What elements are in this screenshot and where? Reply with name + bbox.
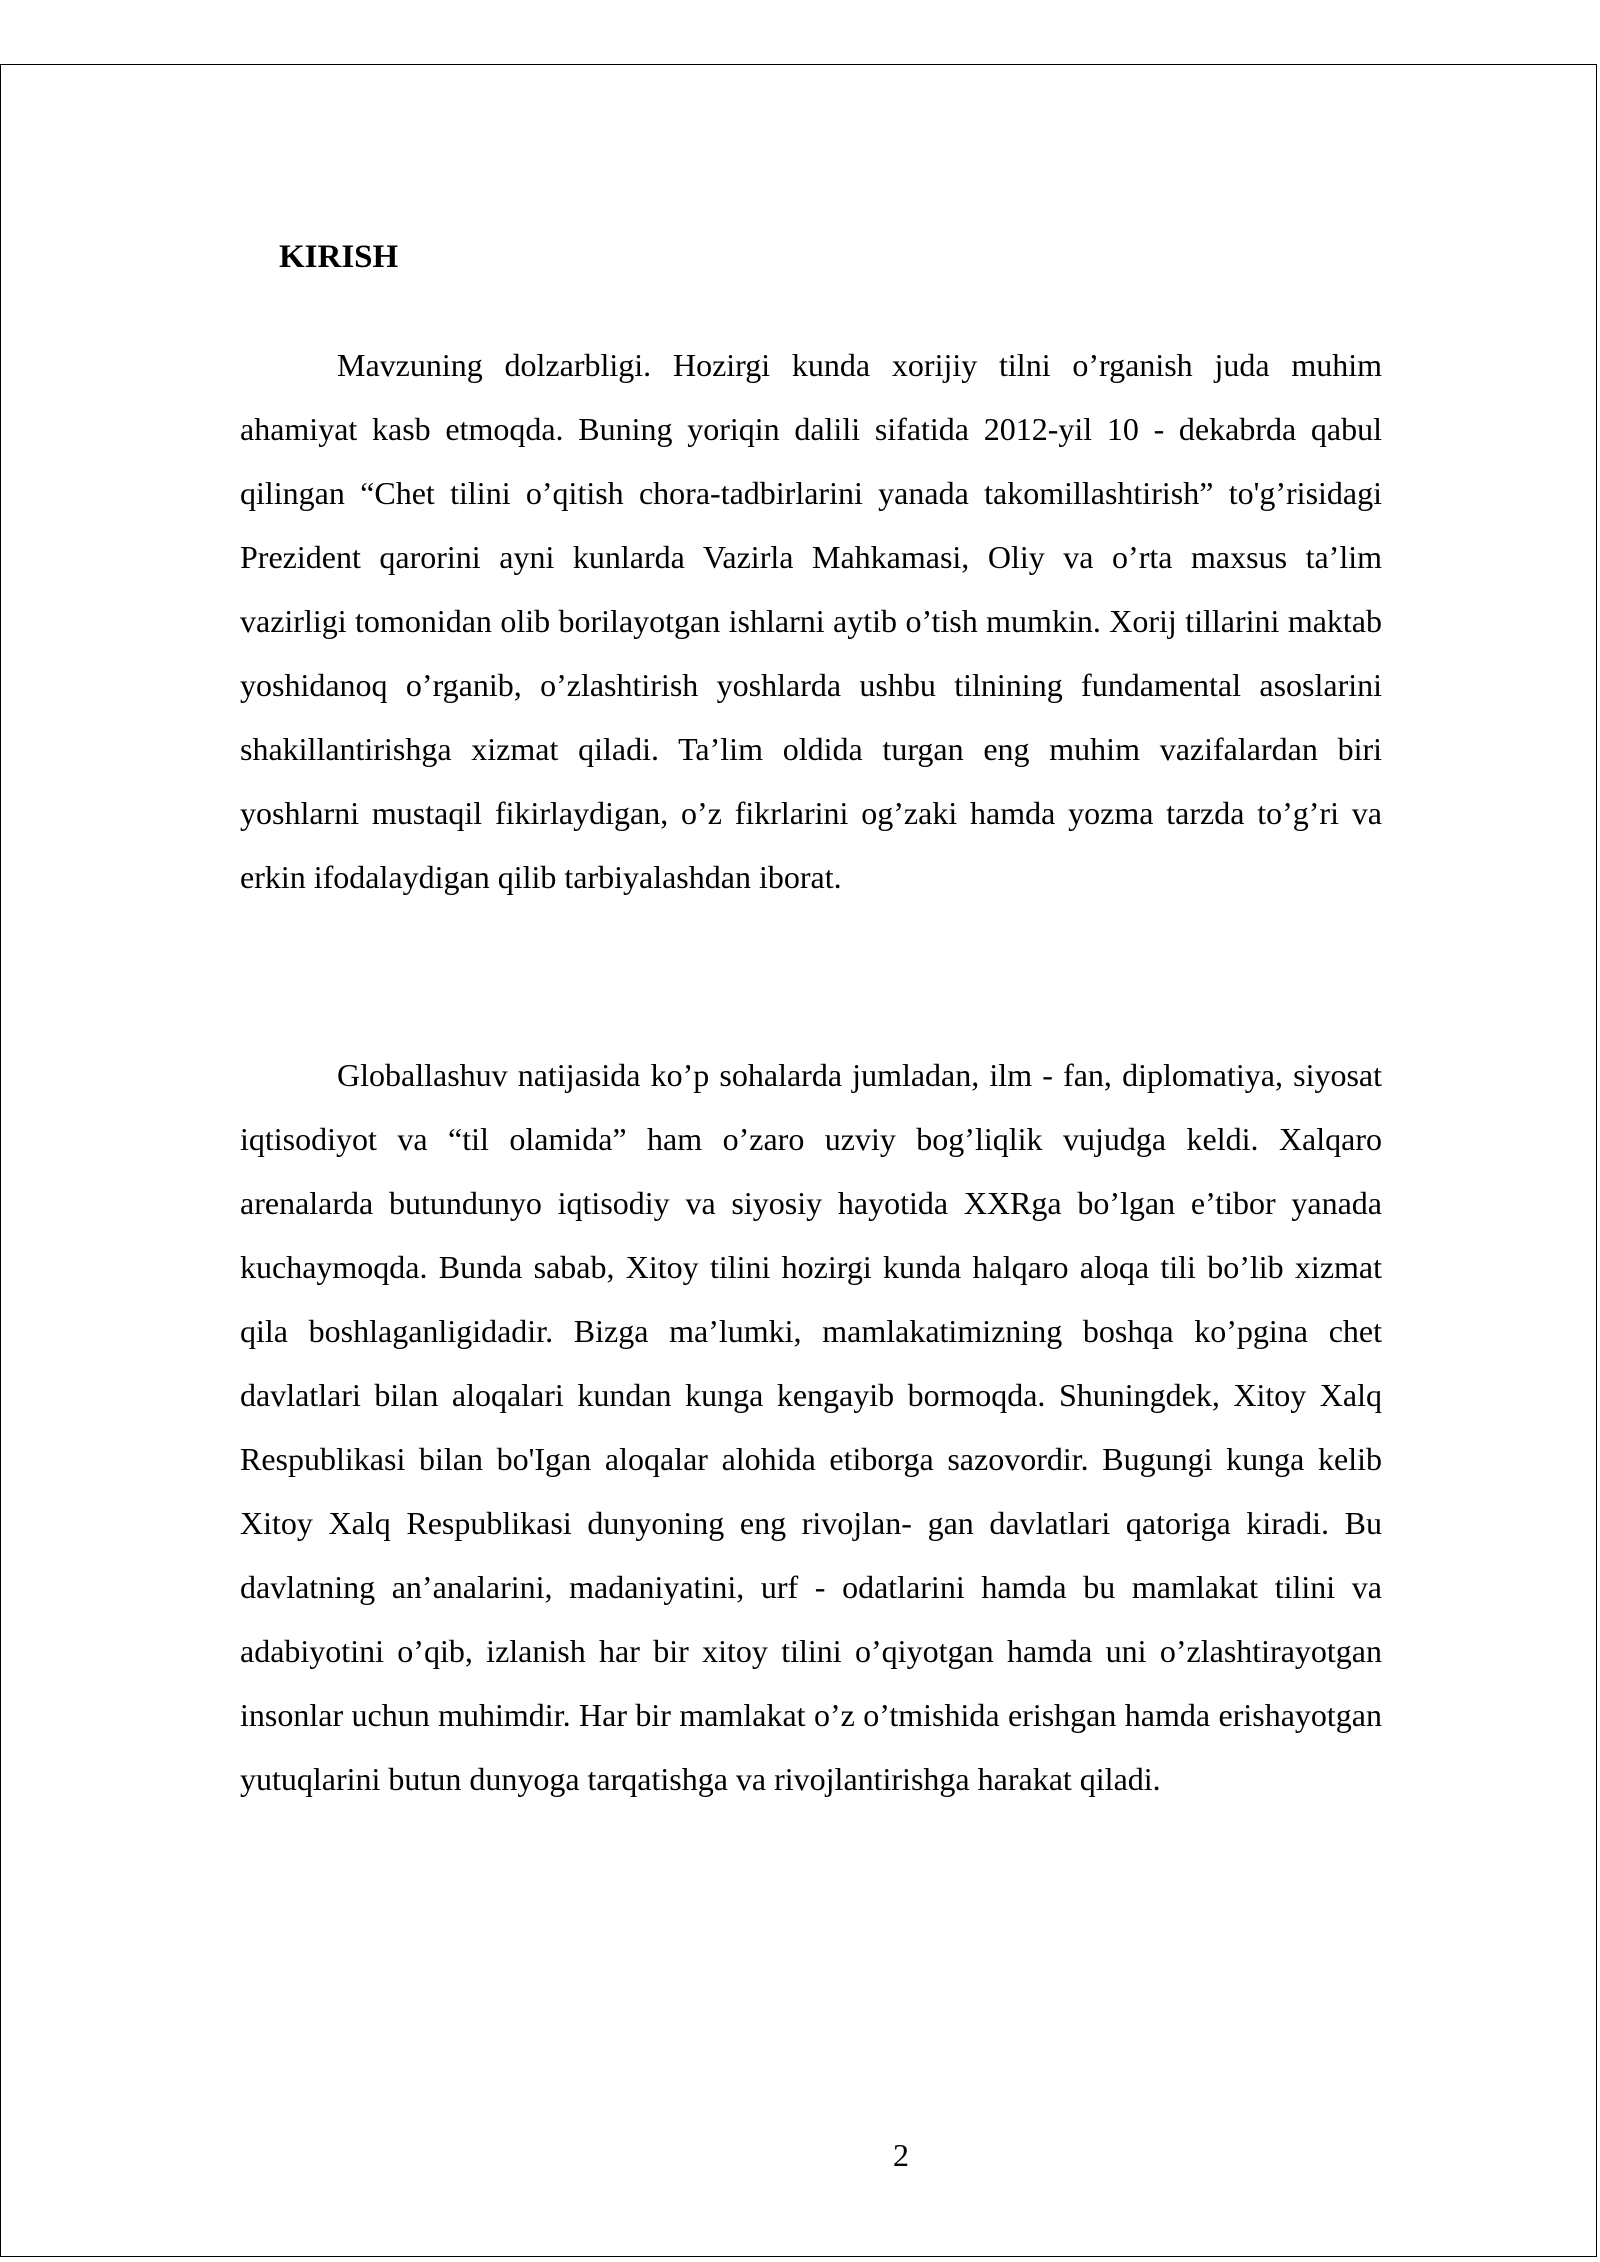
paragraph-topic-relevance: Mavzuning dolzarbligi. Hozirgi kunda xorijiy tilni o’rganish juda muhim ahamiyat kasb etmoqda. Buning yoriqin dalili sifatida 2012-yil 10 - dekabrda qabul qilingan “Chet tilini o’qitish chora-tadbirlarini yanada takomillashtirish” to'g’risidagi Prezident qarorini ayni kunlarda Vazirla Mahkamasi, Oliy va o’rta maxsus ta’lim vazirligi tomonidan olib borilayotgan ishlarni aytib o’tish mumkin. Xorij tillarini maktab yoshidanoq o’rganib, o’zlashtirish yoshlarda ushbu tilnining fundamental asoslarini shakillantirishga xizmat qiladi. Ta’lim oldida turgan eng muhim vazifalardan biri yoshlarni mustaqil fikirlaydigan, o’z fikrlarini og’zaki hamda yozma tarzda to’g’ri va erkin ifodalaydigan qilib tarbiyalashdan iborat. [240,347,1382,895]
paragraph-globalization: Globallashuv natijasida ko’p sohalarda jumladan, ilm - fan, diplomatiya, siyosat iqtisodiyot va “til olamida” ham o’zaro uzviy bog’liqlik vujudga keldi. Xalqaro arenalarda butundunyo iqtisodiy va siyosiy hayotida XXRga bo’lgan e’tibor yanada kuchaymoqda. Bunda sabab, Xitoy tilini hozirgi kunda halqaro aloqa tili bo’lib xizmat qila boshlaganligidadir. Bizga ma’lumki, mamlakatimizning boshqa ko’pgina chet davlatlari bilan aloqalari kundan kunga kengayib bormoqda. Shuningdek, Xitoy Xalq Respublikasi bilan bo'Igan aloqalar alohida etiborga sazovordir. Bugungi kunga kelib Xitoy Xalq Respublikasi dunyoning eng rivojlan- gan davlatlari qatoriga kiradi. Bu davlatning an’analarini, madaniyatini, urf - odatlarini hamda bu mamlakat tilini va adabiyotini o’qib, izlanish har bir xitoy tilini o’qiyotgan hamda uni o’zlashtirayotgan insonlar uchun muhimdir. Har bir mamlakat o’z o’tmishida erishgan hamda erishayotgan yutuqlarini butun dunyoga tarqatishga va rivojlantirishga harakat qiladi. [240,1057,1382,1797]
section-heading: KIRISH [279,239,399,275]
document-page [0,64,1597,2257]
page-number: 2 [893,2137,909,2173]
